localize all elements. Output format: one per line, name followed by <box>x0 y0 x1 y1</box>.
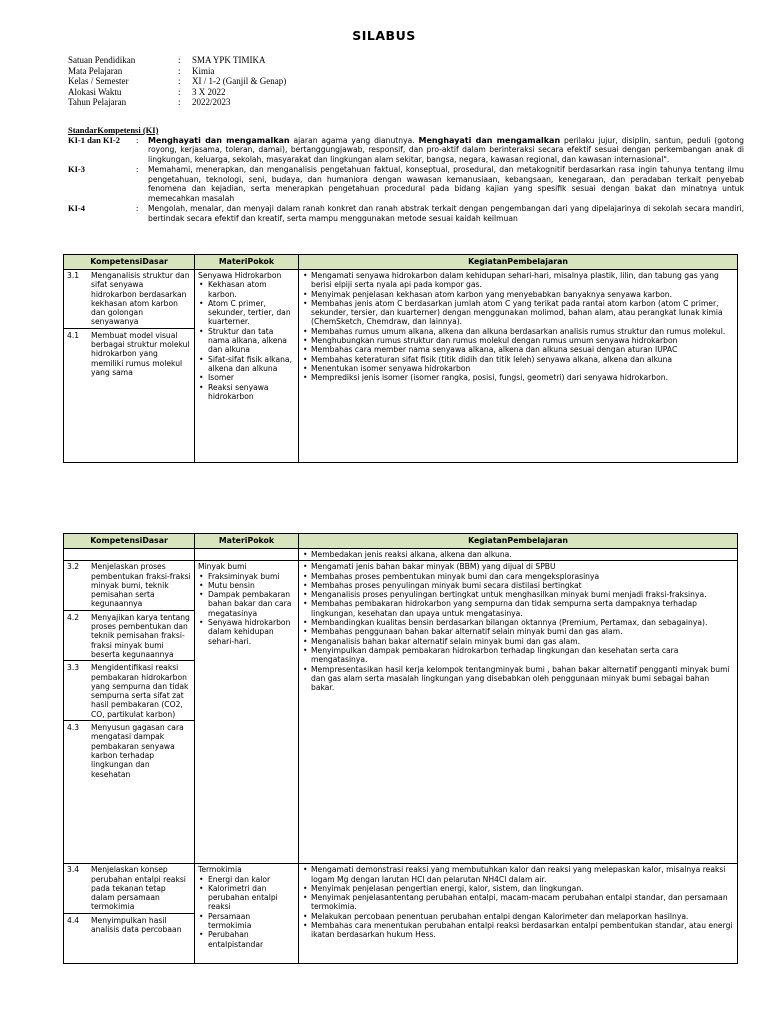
kegiatan-item: • Membedakan jenis reaksi alkana, alkena dan alkuna. <box>302 550 734 559</box>
identity-label: Tahun Pelajaran <box>68 97 127 107</box>
kegiatan-item: • Menghubungkan rumus struktur dan rumus molekul dengan rumus umum senyawa hidrokarbon <box>302 336 734 345</box>
kegiatan-item: • Menyimak penjelasan kekhasan atom karbon yang menyebabkan banyaknya senyawa karbon. <box>302 290 734 299</box>
identity-label: Mata Pelajaran <box>68 65 123 76</box>
ki-bold-text: Menghayati dan mengamalkan <box>418 135 561 145</box>
ki-3-row <box>68 165 744 204</box>
ki-label: KI-3 <box>68 163 85 174</box>
ki-text: Memahami, menerapkan, dan menganalisis pengetahuan faktual, konseptual, prosedural, dan metakognitif berdasarkan rasa ingin tahunya tentang ilmu pengetahuan, teknologi, seni, budaya, dan humaniora dengan wawasan kemanusiaan, kebangsaan, kenegaraan, dan peradaban terkait penyebab fenomena dan kejadian, serta menerapkan pengetahuan procedural pada bidang kajian yang spesifik sesuai dengan bakat dan minatnya untuk memecahkan masalah <box>148 164 744 204</box>
kd-number: 4.4 <box>67 915 80 925</box>
kd-text: Menjelaskan proses pembentukan fraksi-fraksi minyak bumi, teknik pemisahan serta kegunaannya <box>91 562 191 609</box>
kegiatan-item: • Mengamati senyawa hidrokarbon dalam kehidupan sehari-hari, misalnya plastik, lilin, dan tabung gas yang berisi elpiji serta nyala api pada kompor gas. <box>302 271 734 290</box>
materi-cell <box>195 864 299 964</box>
kd-text: Membuat model visual berbagai struktur molekul hidrokarbon yang memiliki rumus molekul yang sama <box>91 330 190 377</box>
identity-label: Alokasi Waktu <box>68 86 122 97</box>
kegiatan-item: • Membahas cara menentukan perubahan entalpi reaksi berdasarkan entalpi pembentukan standar, atau energi ikatan berdasarkan hukum Hess. <box>302 921 734 940</box>
kegiatan-item: • Menentukan isomer senyawa hidrokarbon <box>302 364 734 373</box>
table-row <box>64 270 738 463</box>
kegiatan-item: • Mengamati demonstrasi reaksi yang membutuhkan kalor dan reaksi yang melepaskan kalor, misalnya reaksi logam Mg dengan larutan HCl dan pelarutan NH4Cl dalam air. <box>302 865 734 884</box>
kd-cell <box>64 561 195 864</box>
kegiatan-item: • Melakukan percobaan penentuan perubahan entalpi dengan Kalorimeter dan melaporkan hasilnya. <box>302 912 734 921</box>
kd-text: Menyajikan karya tentang proses pembentukan dan teknik pemisahan fraksi-fraksi minyak bumi beserta kegunaannya <box>91 612 190 659</box>
kegiatan-item: • Membahas jenis atom C berdasarkan jumlah atom C yang terikat pada rantai atom karbon (atom C primer, sekunder, tersier, dan kuarterner) dengan menggunakan molimod, bahan alam, atau perangkat lunak kimia (ChemSketch, Chemdraw, dan lainnya). <box>302 299 734 327</box>
kegiatan-item: • Menganalisis bahan bakar alternatif selain minyak bumi dan gas alam. <box>302 637 734 646</box>
identity-colon: : <box>178 76 181 86</box>
identity-row <box>68 87 286 98</box>
kegiatan-cell <box>299 864 738 964</box>
ki-colon: : <box>136 203 139 214</box>
materi-title: Minyak bumi <box>198 562 247 572</box>
identity-value: XI / 1-2 (Ganjil & Genap) <box>192 76 287 86</box>
materi-cell <box>195 561 299 864</box>
kd-text: Mengidentifikasi reaksi pembakaran hidrokarbon yang sempurna dan tidak sempurna serta sifat zat hasil pembakaran (CO2, CO, partikulat karbon) <box>91 663 189 719</box>
kd-item <box>64 610 194 659</box>
identity-row <box>68 66 286 77</box>
table-row <box>64 864 738 964</box>
kegiatan-cell <box>299 561 738 864</box>
ki-colon: : <box>136 134 139 145</box>
ki-text <box>148 136 744 165</box>
ki-colon: : <box>136 163 139 174</box>
kegiatan-item: • Mengamati jenis bahan bakar minyak (BBM) yang dijual di SPBU <box>302 562 734 571</box>
identity-row <box>68 76 286 87</box>
identity-colon: : <box>178 86 181 97</box>
materi-item: • Kalorimetri dan perubahan entalpi reaksi <box>198 884 295 912</box>
identity-label: Kelas / Semester <box>68 76 129 86</box>
kegiatan-item: • Membahas rumus umum alkana, alkena dan alkuna berdasarkan analisis rumus struktur dan rumus molekul. <box>302 327 734 336</box>
kegiatan-item: • Membahas pembakaran hidrokarbon yang sempurna dan tidak sempurna serta dampaknya terhadap lingkungan, kesehatan dan upaya untuk mengatasinya. <box>302 599 734 618</box>
kd-item <box>64 660 194 719</box>
kd-item <box>67 271 191 327</box>
materi-item: • Isomer <box>198 373 295 382</box>
materi-item: • Atom C primer, sekunder, tertier, dan kuarterner. <box>198 299 295 327</box>
materi-cell <box>195 270 299 463</box>
identity-colon: : <box>178 97 181 107</box>
kd-number: 4.2 <box>67 612 80 622</box>
identity-block <box>68 55 286 108</box>
kd-text: Menjelaskan konsep perubahan entalpi reaksi pada tekanan tetap dalam persamaan termokimia <box>91 865 186 912</box>
identity-colon: : <box>178 65 181 76</box>
identity-value: SMA YPK TIMIKA <box>192 55 266 65</box>
ki-1-2-row <box>68 136 744 165</box>
kegiatan-item: • Membandingkan kualitas bensin berdasarkan bilangan oktannya (Premium, Pertamax, dan sebagainya). <box>302 618 734 627</box>
kegiatan-item: • Membahas penggunaan bahan bakar alternatif selain minyak bumi dan gas alam. <box>302 627 734 636</box>
kd-item <box>64 720 194 779</box>
identity-label: Satuan Pendidikan <box>68 55 136 65</box>
header-kompetensi-dasar: KompetensiDasar <box>64 534 195 549</box>
ki-label: KI-1 dan KI-2 <box>68 134 120 145</box>
materi-cell <box>195 549 299 561</box>
materi-item: • Fraksiminyak bumi <box>198 572 295 581</box>
header-materi-pokok: MateriPokok <box>195 534 299 549</box>
ki-bold-text: Menghayati dan mengamalkan <box>148 135 290 145</box>
kd-text: Menyimpulkan hasil analisis data percobaan <box>91 915 182 935</box>
materi-item: • Dampak pembakaran bahan bakar dan cara megatasinya <box>198 590 295 618</box>
materi-item: • Perubahan entalpistandar <box>198 930 295 949</box>
identity-row <box>68 55 286 66</box>
kegiatan-item: • Menyimak penjelasan pengertian energi, kalor, sistem, dan lingkungan. <box>302 884 734 893</box>
kegiatan-item: • Menganalisis proses penyulingan bertingkat untuk menghasilkan minyak bumi menjadi fraksi-fraksinya. <box>302 590 734 599</box>
kegiatan-cell <box>299 270 738 463</box>
identity-value: 2022/2023 <box>192 97 231 107</box>
materi-item: • Persamaan termokimia <box>198 912 295 931</box>
kd-cell <box>64 864 195 964</box>
kegiatan-item: • Membahas proses pembentukan minyak bumi dan cara mengeksplorasinya <box>302 572 734 581</box>
syllabus-table-2 <box>63 533 738 964</box>
kd-number: 3.4 <box>67 865 80 875</box>
kegiatan-item: • Memprediksi jenis isomer (isomer rangka, posisi, fungsi, geometri) dari senyawa hidrokarbon. <box>302 373 734 382</box>
kd-item <box>67 865 191 911</box>
kd-number: 3.2 <box>67 562 80 572</box>
kd-number: 4.3 <box>67 723 80 733</box>
kd-number: 4.1 <box>67 330 80 340</box>
kegiatan-item: • Menyimak penjelasantentang perubahan entalpi, macam-macam perubahan entalpi standar, dan persamaan termokimia. <box>302 893 734 912</box>
header-kegiatan-pembelajaran: KegiatanPembelajaran <box>299 255 738 270</box>
ki-label: KI-4 <box>68 203 85 214</box>
kd-number: 3.1 <box>67 271 80 280</box>
kegiatan-item: • Membahas keteraturan sifat fisik (titik didih dan titik leleh) senyawa alkana, alkena dan alkuna <box>302 355 734 364</box>
ki-4-row <box>68 204 744 224</box>
kegiatan-item: • Membahas proses penyulingan minyak bumi secara distilasi bertingkat <box>302 581 734 590</box>
table-row <box>64 549 738 561</box>
kd-text: Menganalisis struktur dan sifat senyawa hidrokarbon berdasarkan kekhasan atom karbon dan golongan senyawanya <box>91 271 190 327</box>
table-header-row <box>64 534 738 549</box>
kegiatan-cell <box>299 549 738 561</box>
table-row <box>64 561 738 864</box>
materi-item: • Kekhasan atom karbon. <box>198 280 295 299</box>
kegiatan-item: • Menyimpulkan dampak pembakaran hidrokarbon terhadap lingkungan dan kesehatan serta cara mengatasinya. <box>302 646 734 665</box>
materi-title: Senyawa Hidrokarbon <box>198 271 282 280</box>
materi-item: • Sifat-sifat fisik alkana, alkena dan alkuna <box>198 355 295 374</box>
identity-value: 3 X 2022 <box>192 86 226 97</box>
materi-item: • Reaksi senyawa hidrokarbon <box>198 383 295 402</box>
table-header-row <box>64 255 738 270</box>
header-materi-pokok: MateriPokok <box>195 255 299 270</box>
header-kegiatan-pembelajaran: KegiatanPembelajaran <box>299 534 738 549</box>
syllabus-table-1 <box>63 254 738 463</box>
kd-item <box>64 913 194 935</box>
kd-cell <box>64 549 195 561</box>
materi-title: Termokimia <box>198 865 242 875</box>
ki-text: Mengolah, menalar, dan menyaji dalam ranah konkret dan ranah abstrak terkait dengan pengembangan dari yang dipelajarinya di sekolah secara mandiri, bertindak secara efektif dan kreatif, serta mampu menggunakan metode sesuai kaidah keilmuan <box>148 204 744 223</box>
standar-kompetensi-block <box>68 126 744 224</box>
kd-text: Menyusun gagasan cara mengatasi dampak pembakaran senyawa karbon terhadap lingkungan dan kesehatan <box>91 723 184 779</box>
kd-cell <box>64 270 195 463</box>
identity-row <box>68 97 286 108</box>
ki-text-part: perilaku jujur, disiplin, santun, peduli (gotong royong, kerjasama, toleran, damai), bertanggungjawab, responsif, dan pro-aktif dalam berinteraksi secara efektif sesuai dengan perkembangan anak di lingkungan, keluarga, sekolah, masyarakat dan lingkungan alam sekitar, bangsa, negara, kawasan regional, dan kawasan internasional". <box>148 135 744 165</box>
header-kompetensi-dasar: KompetensiDasar <box>64 255 195 270</box>
ki-text-part: ajaran agama yang dianutnya. <box>289 135 419 145</box>
materi-item: • Struktur dan tata nama alkana, alkena dan alkuna <box>198 327 295 355</box>
materi-item: • Mutu bensin <box>198 581 295 590</box>
kd-number: 3.3 <box>67 663 80 673</box>
kegiatan-item: • Membahas cara member nama senyawa alkana, alkena dan alkuna sesuai dengan aturan IUPAC <box>302 345 734 354</box>
kd-item <box>64 328 194 377</box>
ki-heading: StandarKompetensi (KI) <box>68 125 159 135</box>
kegiatan-item: • Mempresentasikan hasil kerja kelompok tentangminyak bumi , bahan bakar alternatif pengganti minyak bumi dan gas alam serta masalah lingkungan yang disebabkan oleh penggunaan minyak bumi sebagai bahan bakar. <box>302 665 734 693</box>
kd-item <box>67 562 191 608</box>
materi-item: • Senyawa hidrokarbon dalam kehidupan sehari-hari. <box>198 618 295 646</box>
identity-colon: : <box>178 55 181 65</box>
identity-value: Kimia <box>192 65 215 76</box>
materi-item: • Energi dan kalor <box>198 875 295 884</box>
document-title: SILABUS <box>352 28 416 43</box>
